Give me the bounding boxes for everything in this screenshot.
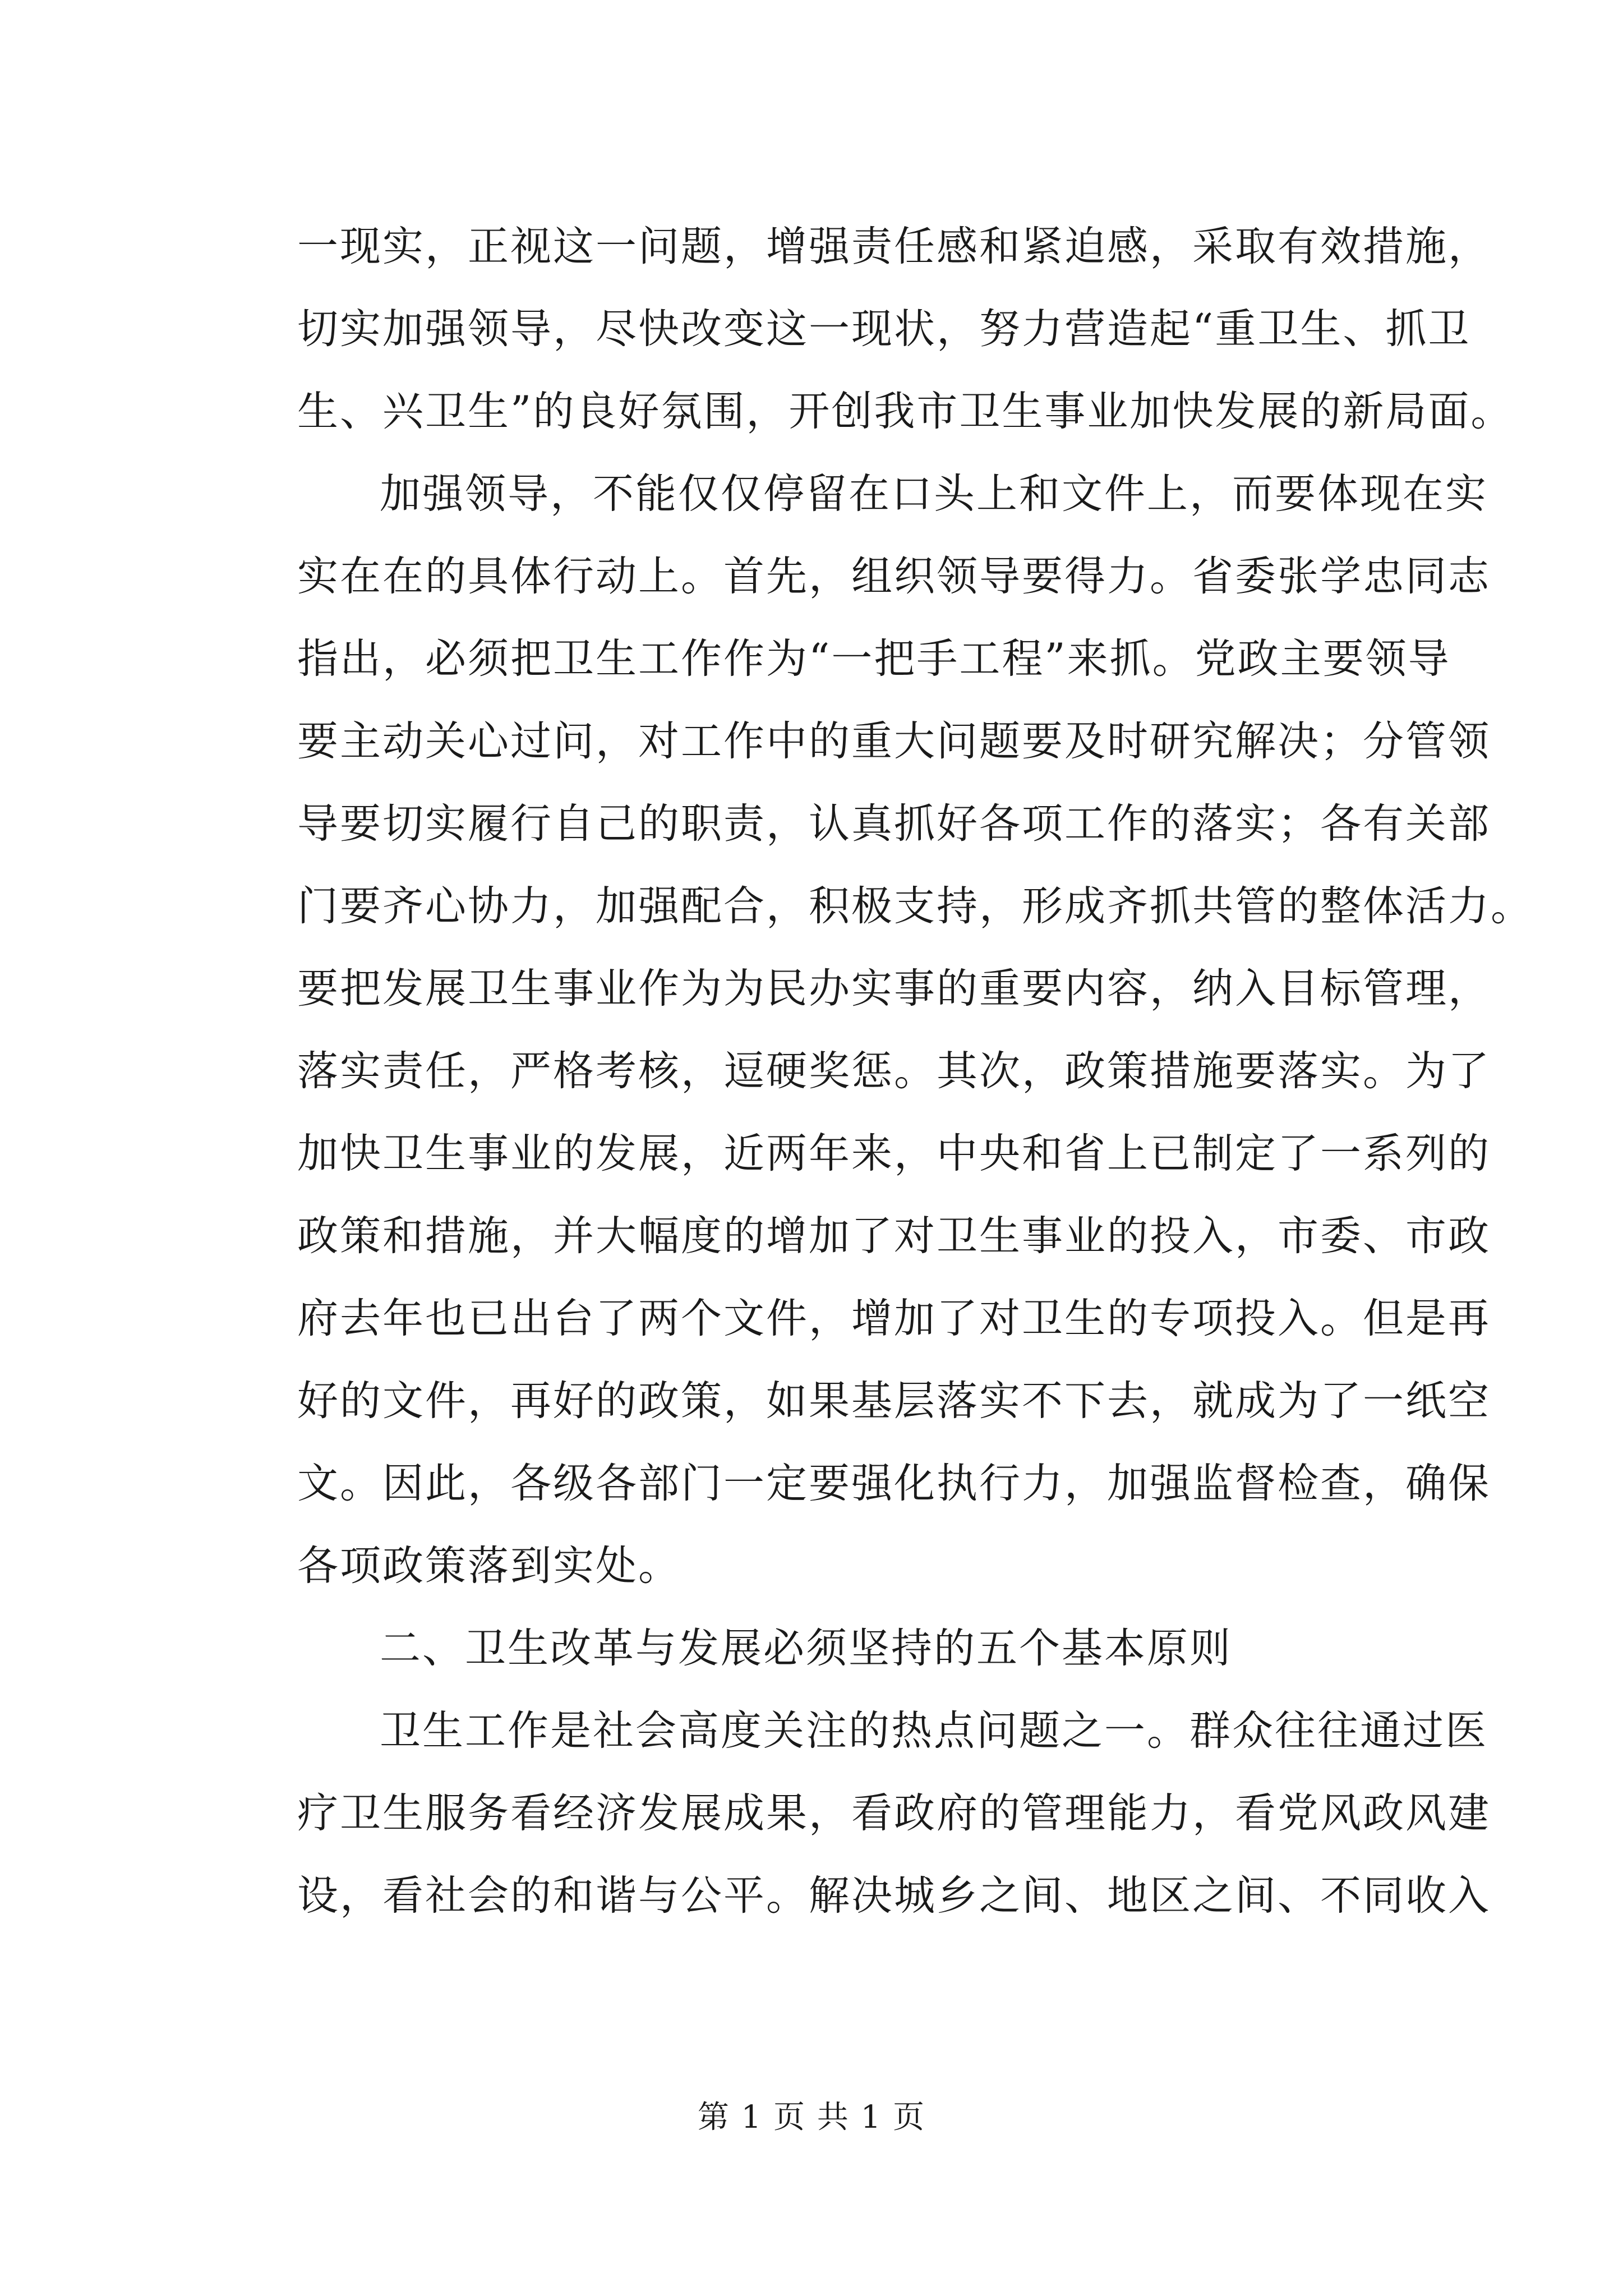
text-line: 要主动关心过问，对工作中的重大问题要及时研究解决；分管领 <box>297 717 1491 765</box>
text-line: 文。因此，各级各部门一定要强化执行力，加强监督检查，确保 <box>297 1460 1491 1507</box>
text-line: 切实加强领导，尽快改变这一现状，努力营造起“重卫生、抓卫 <box>297 305 1471 353</box>
text-line: 府去年也已出台了两个文件，增加了对卫生的专项投入。但是再 <box>297 1295 1491 1342</box>
text-line: 导要切实履行自己的职责，认真抓好各项工作的落实；各有关部 <box>297 800 1491 848</box>
text-line: 生、兴卫生”的良好氛围，开创我市卫生事业加快发展的新局面。 <box>297 388 1514 435</box>
text-line: 一现实，正视这一问题，增强责任感和紧迫感，采取有效措施， <box>297 223 1491 270</box>
text-line: 疗卫生服务看经济发展成果，看政府的管理能力，看党风政风建 <box>297 1789 1491 1837</box>
text-line: 设，看社会的和谐与公平。解决城乡之间、地区之间、不同收入 <box>297 1872 1491 1920</box>
text-line: 门要齐心协力，加强配合，积极支持，形成齐抓共管的整体活力。 <box>297 882 1533 930</box>
paragraph-first-line: 卫生工作是社会高度关注的热点问题之一。群众往往通过医 <box>380 1707 1488 1755</box>
text-line: 各项政策落到实处。 <box>297 1542 681 1590</box>
paragraph-first-line: 加强领导，不能仅仅停留在口头上和文件上，而要体现在实 <box>380 470 1488 518</box>
text-line: 要把发展卫生事业作为为民办实事的重要内容，纳入目标管理， <box>297 965 1491 1013</box>
text-line: 政策和措施，并大幅度的增加了对卫生事业的投入，市委、市政 <box>297 1212 1491 1260</box>
page-footer: 第 1 页 共 1 页 <box>697 2099 926 2136</box>
text-line: 指出，必须把卫生工作作为“一把手工程”来抓。党政主要领导 <box>297 635 1451 683</box>
section-heading: 二、卫生改革与发展必须坚持的五个基本原则 <box>380 1625 1232 1672</box>
text-line: 落实责任，严格考核，逗硬奖惩。其次，政策措施要落实。为了 <box>297 1047 1491 1095</box>
text-line: 实在在的具体行动上。首先，组织领导要得力。省委张学忠同志 <box>297 553 1491 600</box>
text-line: 好的文件，再好的政策，如果基层落实不下去，就成为了一纸空 <box>297 1377 1491 1425</box>
text-line: 加快卫生事业的发展，近两年来，中央和省上已制定了一系列的 <box>297 1130 1491 1177</box>
